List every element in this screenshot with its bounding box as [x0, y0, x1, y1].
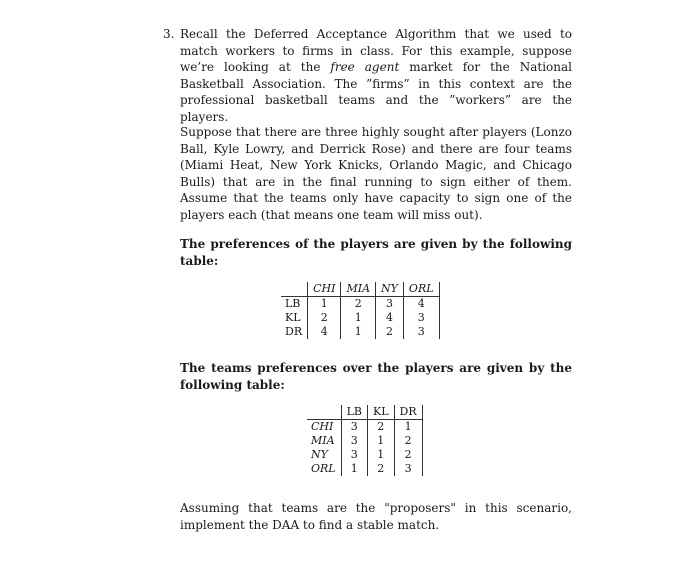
table-cell: 1	[368, 434, 395, 448]
table-cell: 2	[394, 448, 422, 462]
table-cell: 3	[341, 420, 367, 435]
question-number: 3.	[163, 27, 175, 41]
column-header: CHI	[308, 282, 341, 297]
table-cell: 2	[341, 297, 376, 312]
table-cell: 4	[376, 311, 404, 325]
column-header: MIA	[341, 282, 376, 297]
intro-text-1: Recall the Deferred Acceptance Algorithm that we used to match workers to firms in class. For this example, suppose we’re looking at the	[180, 27, 572, 75]
table-cell: 1	[308, 297, 341, 312]
table-cell: 1	[368, 448, 395, 462]
task-paragraph: Assuming that teams are the "proposers" in this scenario, implement the DAA to find a stable match.	[180, 501, 572, 532]
teams-table-heading: The teams preferences over the players are given by the following table:	[180, 361, 572, 392]
table-row	[281, 311, 439, 325]
teams-table-header-row	[307, 405, 422, 420]
column-header: ORL	[403, 282, 439, 297]
table-row	[307, 420, 422, 435]
intro-text-2: market for the National Basketball Association. The ”firms” in this context are the professional basketball teams and the ”workers” are the players.	[180, 60, 572, 124]
table-cell: 1	[341, 325, 376, 339]
table-cell: 1	[341, 311, 376, 325]
header-corner	[281, 282, 308, 297]
row-label: ORL	[307, 462, 341, 476]
row-label: NY	[307, 448, 341, 462]
table-cell: 2	[394, 434, 422, 448]
setup-paragraph: Suppose that there are three highly sought after players (Lonzo Ball, Kyle Lowry, and Derrick Rose) and there are four teams (Miami Heat, New York Knicks, Orlando Magic, and Chicago Bulls) that are in the final running to sign either of them. Assume that the teams only have capacity to sign one of the players each (that means one team will miss out).	[180, 125, 572, 222]
players-table-header-row	[281, 282, 439, 297]
row-label: KL	[281, 311, 308, 325]
row-label: CHI	[307, 420, 341, 435]
table-cell: 1	[394, 420, 422, 435]
row-label: DR	[281, 325, 308, 339]
table-cell: 1	[341, 462, 367, 476]
players-table-heading: The preferences of the players are given by the following table:	[180, 237, 572, 268]
row-label: MIA	[307, 434, 341, 448]
table-cell: 4	[403, 297, 439, 312]
table-row	[307, 462, 422, 476]
table-cell: 3	[403, 325, 439, 339]
row-label: LB	[281, 297, 308, 312]
table-row	[281, 297, 439, 312]
table-cell: 3	[341, 434, 367, 448]
table-cell: 4	[308, 325, 341, 339]
table-cell: 2	[308, 311, 341, 325]
table-cell: 2	[376, 325, 404, 339]
table-cell: 2	[368, 462, 395, 476]
teams-preference-table	[307, 405, 423, 476]
table-row	[281, 325, 439, 339]
column-header: LB	[341, 405, 367, 420]
table-row	[307, 434, 422, 448]
table-cell: 3	[394, 462, 422, 476]
header-corner	[307, 405, 341, 420]
table-cell: 3	[376, 297, 404, 312]
intro-paragraph	[180, 26, 572, 126]
table-row	[307, 448, 422, 462]
table-cell: 3	[403, 311, 439, 325]
column-header: KL	[368, 405, 395, 420]
table-cell: 3	[341, 448, 367, 462]
table-cell: 2	[368, 420, 395, 435]
players-preference-table	[281, 282, 440, 339]
column-header: DR	[394, 405, 422, 420]
column-header: NY	[376, 282, 404, 297]
intro-emphasis: free agent	[330, 60, 400, 75]
